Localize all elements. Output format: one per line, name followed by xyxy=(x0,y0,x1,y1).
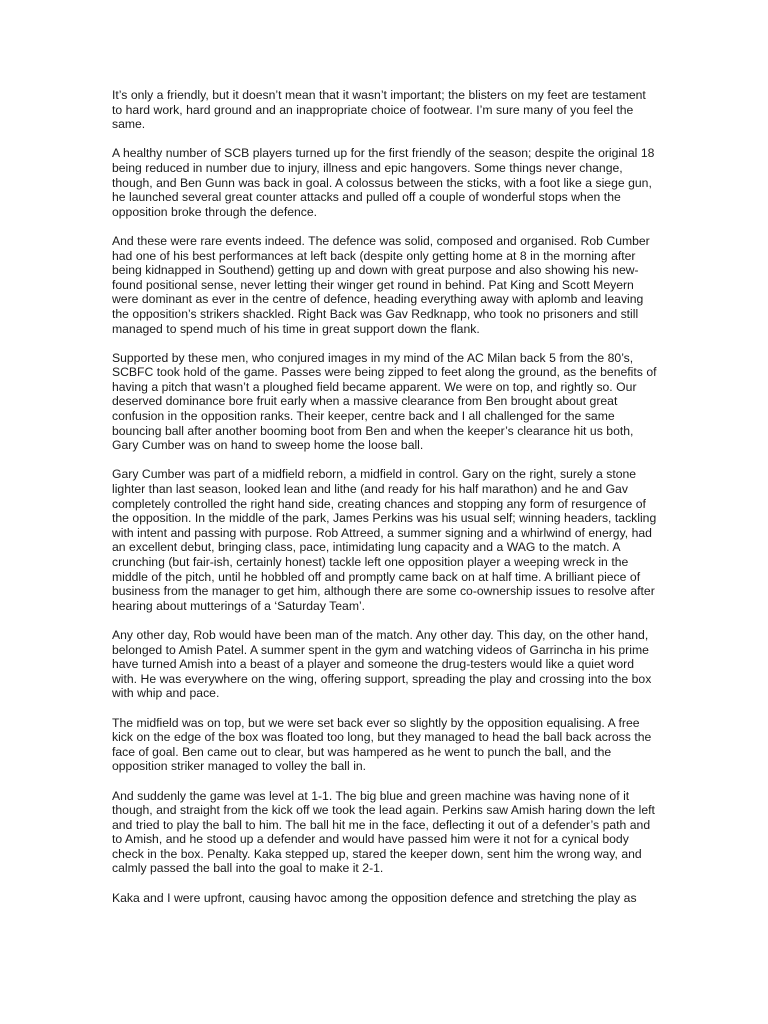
paragraph-3: And these were rare events indeed. The defence was solid, composed and organised. Rob Cumber had one of his best performances at left back (despite only getting home at 8 in the morning after being kidnapped in Southend) getting up and down with great purpose and also showing his new-found positional sense, never letting their winger get round in behind. Pat King and Scott Meyern were dominant as ever in the centre of defence, heading everything away with aplomb and leaving the opposition’s strikers shackled. Right Back was Gav Redknapp, who took no prisoners and still managed to spend much of his time in great support down the flank. xyxy=(112,233,650,336)
paragraph-7: The midfield was on top, but we were set back ever so slightly by the opposition equalising. A free kick on the edge of the box was floated too long, but they managed to head the ball back across the face of goal. Ben came out to clear, but was hampered as he went to punch the ball, and the opposition striker managed to volley the ball in. xyxy=(112,715,652,774)
paragraph-2: A healthy number of SCB players turned up for the first friendly of the season; despite the original 18 being reduced in number due to injury, illness and epic hangovers. Some things never change, though, and Ben Gunn was back in goal. A colossus between the sticks, with a foot like a siege gun, he launched several great counter attacks and pulled off a couple of wonderful stops when the opposition broke through the defence. xyxy=(112,146,655,219)
article-body xyxy=(112,88,658,905)
paragraph-4: Supported by these men, who conjured images in my mind of the AC Milan back 5 from the 80’s, SCBFC took hold of the game. Passes were being zipped to feet along the ground, as the benefits of having a pitch that wasn’t a ploughed field became apparent. We were on top, and rightly so. Our deserved dominance bore fruit early when a massive clearance from Ben brought about great confusion in the opposition ranks. Their keeper, centre back and I all challenged for the same bouncing ball after another booming boot from Ben and when the keeper’s clearance hit us both, Gary Cumber was on hand to sweep home the loose ball. xyxy=(112,350,657,453)
paragraph-5: Gary Cumber was part of a midfield reborn, a midfield in control. Gary on the right, surely a stone lighter than last season, looked lean and lithe (and ready for his half marathon) and he and Gav completely controlled the right hand side, creating chances and stopping any form of resurgence of the opposition. In the middle of the park, James Perkins was his usual self; winning headers, tackling with intent and passing with purpose. Rob Attreed, a summer signing and a whirlwind of energy, had an excellent debut, bringing class, pace, intimidating lung capacity and a WAG to the match. A crunching (but fair-ish, certainly honest) tackle left one opposition player a weeping wreck in the middle of the pitch, until he hobbled off and promptly came back on at half time. A brilliant piece of business from the manager to get him, although there are some co-ownership issues to resolve after hearing about mutterings of a ‘Saturday Team’. xyxy=(112,467,657,613)
paragraph-9: Kaka and I were upfront, causing havoc among the opposition defence and stretching the play as xyxy=(112,890,637,905)
paragraph-6: Any other day, Rob would have been man of the match. Any other day. This day, on the other hand, belonged to Amish Patel. A summer spent in the gym and watching videos of Garrincha in his prime have turned Amish into a beast of a player and someone the drug-testers would like a quiet word with. He was everywhere on the wing, offering support, spreading the play and crossing into the box with whip and pace. xyxy=(112,627,652,701)
paragraph-8: And suddenly the game was level at 1-1. The big blue and green machine was having none of it though, and straight from the kick off we took the lead again. Perkins saw Amish haring down the left and tried to play the ball to him. The ball hit me in the face, deflecting it out of a defender’s path and to Amish, and he stood up a defender and would have passed him were it not for a cynical body check in the box. Penalty. Kaka stepped up, stared the keeper down, sent him the wrong way, and calmly passed the ball into the goal to make it 2-1. xyxy=(112,788,655,876)
paragraph-1: It’s only a friendly, but it doesn’t mean that it wasn’t important; the blisters on my feet are testament to hard work, hard ground and an inappropriate choice of footwear. I’m sure many of you feel the same. xyxy=(112,88,646,132)
